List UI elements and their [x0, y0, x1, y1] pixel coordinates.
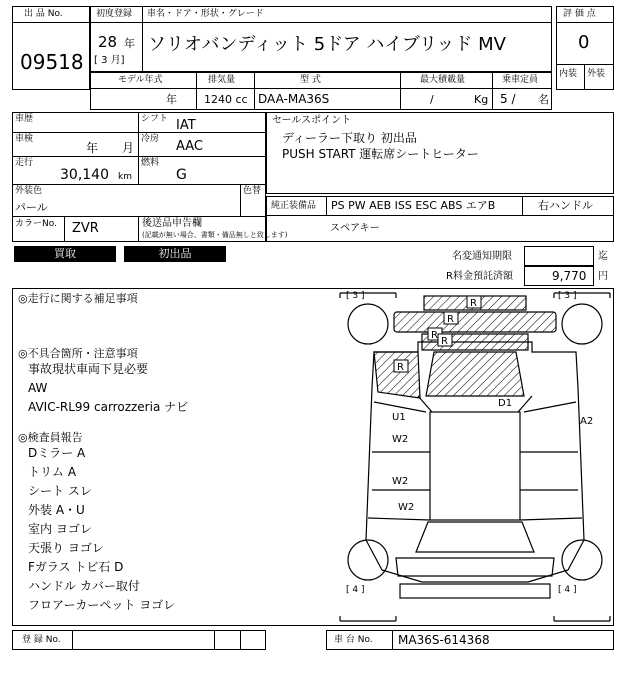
lot-number: 09518: [20, 50, 84, 74]
lot-label: 出 品 No.: [24, 9, 63, 19]
first-reg-month: [ 3 月]: [94, 55, 125, 66]
mark-w2-2: W2: [392, 476, 409, 487]
color-no-label: カラーNo.: [15, 219, 57, 229]
exterior-color-label: 外装色: [15, 186, 43, 196]
inspector-item-4: 外装 A・U: [28, 503, 85, 517]
recycle-value: 9,770: [552, 269, 587, 283]
car-name: ソリオバンディット 5ドア ハイブリッド MV: [148, 34, 506, 55]
buy-badge: 買取: [14, 246, 116, 262]
equipment-value: PS PW AEB ISS ESC ABS エアB: [331, 199, 496, 212]
type-label: 型 式: [300, 75, 321, 85]
mark-r-4: R: [441, 336, 448, 347]
exterior-label: 外装: [587, 69, 606, 79]
defect-item-2: AW: [28, 381, 48, 395]
name-change-label: 名変通知期限: [452, 251, 512, 262]
name-change-field: [524, 246, 594, 266]
fuel-value: G: [176, 167, 187, 183]
chassis-label: 車 台 No.: [334, 635, 373, 645]
load-label: 最大積載量: [420, 75, 466, 85]
load-unit: Kg: [474, 93, 489, 106]
defect-item-3: AVIC-RL99 carrozzeria ナビ: [28, 400, 189, 414]
inspector-item-6: 天張り ヨゴレ: [28, 541, 104, 555]
model-year-unit: 年: [166, 93, 177, 106]
inspector-item-3: シート スレ: [28, 484, 92, 498]
aftermarket-box: [266, 216, 614, 242]
defect-item-1: 事故現状車両下見必要: [28, 362, 149, 376]
mark-w2-3: W2: [398, 502, 415, 513]
registration-label: 登 録 No.: [22, 635, 61, 645]
recycle-label: R料金預託済額: [446, 271, 513, 282]
recycle-unit: 円: [598, 271, 608, 282]
interior-label: 内装: [559, 69, 578, 79]
inspector-item-9: フロアーカーペット ヨゴレ: [28, 598, 176, 612]
inspector-item-7: Fガラス トビ石 D: [28, 560, 124, 574]
mark-r-5: R: [397, 362, 404, 373]
sales-point-line-1: ディーラー下取り 初出品: [282, 131, 417, 145]
first-reg-year-unit: 年: [124, 37, 135, 50]
inspector-item-8: ハンドル カバー取付: [28, 579, 140, 593]
mark-r-2: R: [447, 314, 454, 325]
color-no-value: ZVR: [72, 221, 99, 236]
mark-w2-1: W2: [392, 434, 409, 445]
score-label: 評 価 点: [563, 9, 596, 19]
inspector-item-2: トリム A: [28, 465, 77, 479]
name-change-unit: 迄: [598, 251, 608, 262]
inspection-month-unit: 月: [122, 141, 135, 155]
inspection-year-unit: 年: [86, 141, 99, 155]
corner-label-bottom-left: [ 4 ]: [346, 585, 365, 595]
mark-a2: A2: [580, 416, 594, 427]
mark-r-1: R: [470, 298, 477, 309]
aftermarket-label: 後送品申告欄: [142, 218, 202, 229]
sales-point-line-2: PUSH START 運転席シートヒーター: [282, 147, 479, 161]
inspector-item-1: Dミラー A: [28, 446, 86, 460]
displacement-label: 排気量: [208, 75, 236, 85]
color-change-label: 色替: [243, 186, 262, 196]
exterior-color-value: パール: [15, 201, 48, 214]
mileage-value: 30,140: [60, 167, 109, 183]
ac-label: 冷房: [141, 134, 160, 144]
shift-label: シフト: [141, 114, 169, 124]
shift-value: IAT: [176, 118, 196, 133]
first-reg-label: 初度登録: [96, 9, 133, 19]
equipment-label: 純正装備品: [271, 201, 317, 211]
defects-title: ◎不具合箇所・注意事項: [18, 347, 138, 360]
steering-value: 右ハンドル: [538, 199, 593, 212]
displacement-value: 1240 cc: [204, 93, 248, 106]
sales-points-label: セールスポイント: [272, 115, 352, 126]
corner-label-top-left: [ 3 ]: [346, 291, 365, 301]
inspection-label: 車検: [15, 134, 34, 144]
first-reg-year: 28: [98, 33, 118, 51]
capacity-label: 乗車定員: [502, 75, 539, 85]
score-value: 0: [578, 32, 590, 53]
mileage-unit: km: [118, 172, 132, 182]
mark-d1: D1: [498, 398, 513, 409]
aftermarket-value: スペアキー: [330, 223, 380, 234]
model-year-label: モデル年式: [118, 75, 163, 85]
mileage-label: 走行: [15, 158, 34, 168]
mark-u1: U1: [392, 412, 406, 423]
capacity-unit: 名: [538, 93, 549, 106]
car-name-label: 車名・ドア・形状・グレード: [147, 9, 264, 19]
ac-value: AAC: [176, 139, 203, 154]
mark-r-3: R: [431, 330, 438, 341]
corner-label-bottom-right: [ 4 ]: [558, 585, 577, 595]
aftermarket-note: (記載が無い場合、書類・備品無しと致します): [142, 231, 288, 239]
driving-notes-title: ◎走行に関する補足事項: [18, 292, 138, 305]
fuel-label: 燃料: [141, 158, 160, 168]
load-value: /: [430, 93, 434, 106]
first-listing-badge: 初出品: [124, 246, 226, 262]
corner-label-top-right: [ 3 ]: [558, 291, 577, 301]
type-value: DAA-MA36S: [258, 92, 330, 106]
inspector-item-5: 室内 ヨゴレ: [28, 522, 92, 536]
capacity-value: 5 /: [500, 92, 516, 106]
chassis-value: MA36S-614368: [398, 633, 490, 647]
inspector-title: ◎検査員報告: [18, 431, 83, 444]
car-damage-diagram: [338, 290, 612, 624]
history-label: 車歴: [15, 114, 34, 124]
